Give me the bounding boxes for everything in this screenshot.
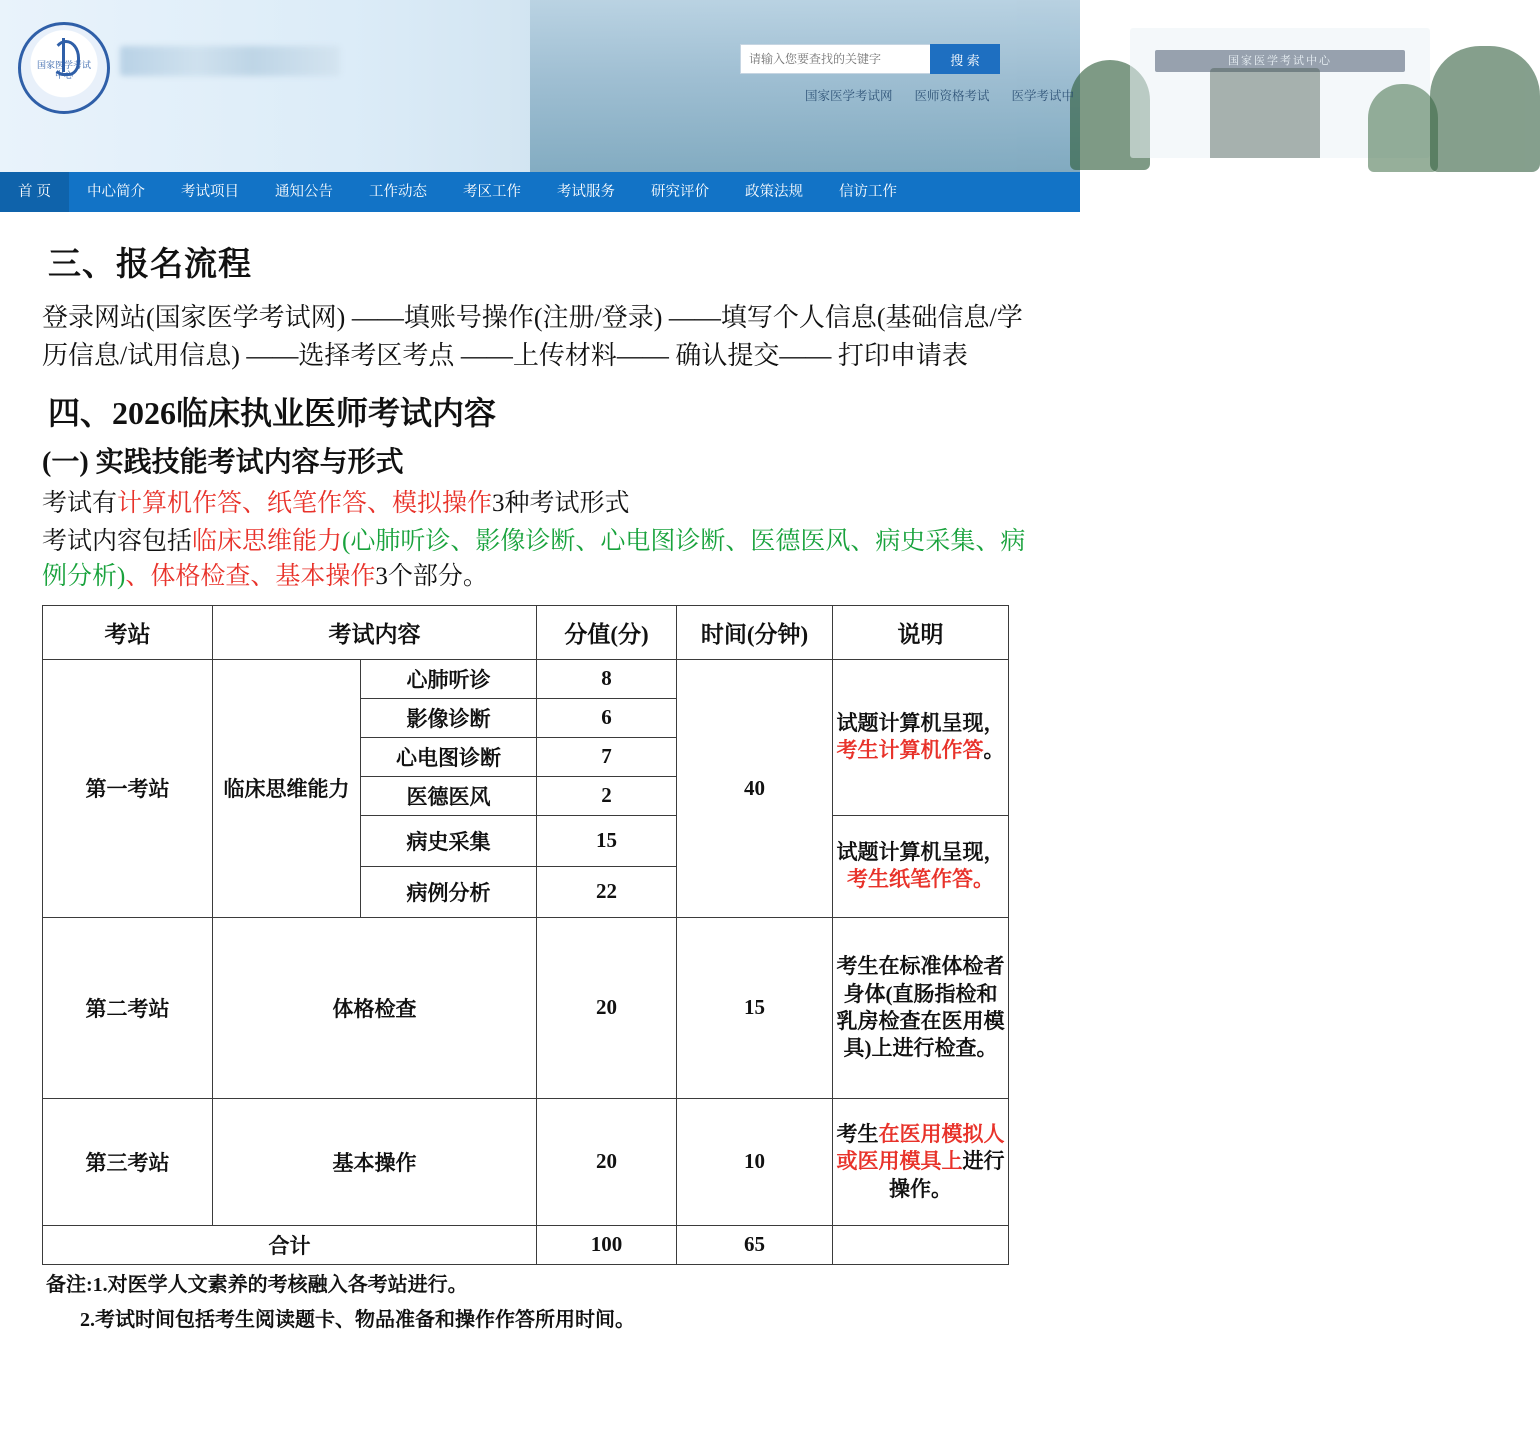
exam-content-highlight-1: 临床思维能力 <box>192 527 343 555</box>
nav-item-exam-service[interactable]: 考试服务 <box>557 184 616 200</box>
nav-item-exam-projects[interactable]: 考试项目 <box>181 184 240 200</box>
exam-forms-suffix: 3种考试形式 <box>492 490 630 518</box>
desc-highlight: 考生计算机作答 <box>836 738 984 763</box>
main-navigation <box>0 172 1080 212</box>
header-score: 分值(分) <box>537 605 677 659</box>
header-link[interactable]: 医学考试中 <box>1011 89 1074 103</box>
desc-text: 试题计算机呈现， <box>836 711 1005 736</box>
station3-name: 第三考站 <box>43 1098 213 1225</box>
station1-item-score: 22 <box>537 866 677 917</box>
table-note-2 <box>46 1306 1048 1335</box>
station1-item-score: 15 <box>537 815 677 866</box>
exam-forms-prefix: 考试有 <box>42 490 118 518</box>
station1-item-name: 心电图诊断 <box>361 737 537 776</box>
station1-content: 临床思维能力 <box>213 659 361 917</box>
exam-content-highlight-green: (心肺听诊、影像诊断、心电图诊断、医德医风、病史采集、病例分析) <box>42 527 1026 591</box>
note-text: 2.考试时间包括考生阅读题卡、物品准备和操作作答所用时间。 <box>80 1308 635 1331</box>
section-heading-registration-process: 三、报名流程 <box>48 247 252 283</box>
national-medical-exam-center-logo <box>18 22 110 114</box>
station3-time: 10 <box>677 1098 833 1225</box>
exam-structure-table <box>42 605 1009 1265</box>
station1-item-name: 影像诊断 <box>361 698 537 737</box>
header-link[interactable]: 医师资格考试 <box>914 89 990 103</box>
exam-forms-highlight: 计算机作答、纸笔作答、模拟操作 <box>117 490 493 518</box>
header-description: 说明 <box>833 605 1009 659</box>
nav-item-intro[interactable]: 中心简介 <box>87 184 146 200</box>
station1-item-score: 2 <box>537 776 677 815</box>
header-links <box>805 86 1074 104</box>
search-button[interactable]: 搜 索 <box>930 44 1000 74</box>
station3-desc <box>833 1098 1009 1225</box>
organization-name-blurred <box>120 46 340 76</box>
desc-text: 考生 <box>836 1121 879 1146</box>
exam-content-line <box>42 524 1048 595</box>
nav-item-announcements[interactable]: 通知公告 <box>275 184 334 200</box>
station1-item-score: 8 <box>537 659 677 698</box>
station3-score: 20 <box>537 1098 677 1225</box>
website-banner <box>0 0 1332 212</box>
document-body <box>0 212 1080 1335</box>
station3-content: 基本操作 <box>213 1098 537 1225</box>
station2-content: 体格检查 <box>213 917 537 1098</box>
table-row <box>43 1098 1009 1225</box>
nav-item-policy[interactable]: 政策法规 <box>745 184 804 200</box>
desc-tail: 进行操作。 <box>889 1149 1005 1201</box>
station1-item-score: 7 <box>537 737 677 776</box>
tree-decoration <box>1368 84 1438 172</box>
station1-item-name: 病例分析 <box>361 866 537 917</box>
station1-desc-computer <box>833 659 1009 815</box>
station1-item-score: 6 <box>537 698 677 737</box>
table-total-row <box>43 1225 1009 1264</box>
station1-item-name: 医德医风 <box>361 776 537 815</box>
station1-time: 40 <box>677 659 833 917</box>
nav-item-home[interactable]: 首 页 <box>0 172 69 212</box>
exam-content-suffix: 3个部分。 <box>375 563 488 591</box>
exam-forms-line <box>42 486 1048 522</box>
station2-time: 15 <box>677 917 833 1098</box>
nav-item-exam-district[interactable]: 考区工作 <box>463 184 522 200</box>
tree-decoration <box>1430 46 1540 172</box>
total-score: 100 <box>537 1225 677 1264</box>
header-station: 考站 <box>43 605 213 659</box>
header-content: 考试内容 <box>213 605 537 659</box>
subsection-heading-practical-skills: (一) 实践技能考试内容与形式 <box>42 447 404 479</box>
station1-desc-paper <box>833 815 1009 917</box>
building-sign-text: 国家医学考试中心 <box>1228 55 1332 67</box>
table-note-1: 备注:1.对医学人文素养的考核融入各考站进行。 <box>46 1273 468 1296</box>
station1-item-name: 病史采集 <box>361 815 537 866</box>
station1-item-name: 心肺听诊 <box>361 659 537 698</box>
total-time: 65 <box>677 1225 833 1264</box>
table-row <box>43 917 1009 1098</box>
station1-name: 第一考站 <box>43 659 213 917</box>
total-desc-empty <box>833 1225 1009 1264</box>
logo-caption: 国家医学考试中心 <box>36 60 91 81</box>
building-entrance <box>1210 68 1320 158</box>
table-header-row <box>43 605 1009 659</box>
section-heading-exam-content: 四、2026临床执业医师考试内容 <box>48 395 497 432</box>
desc-highlight: 在医用模拟人或医用模具上 <box>836 1121 1005 1174</box>
exam-content-highlight-2: 、体格检查、基本操作 <box>125 563 376 591</box>
header-link[interactable]: 国家医学考试网 <box>804 89 893 103</box>
header-time: 时间(分钟) <box>677 605 833 659</box>
station2-desc: 考生在标准体检者身体(直肠指检和乳房检查在医用模具)上进行检查。 <box>833 917 1009 1098</box>
table-row <box>43 659 1009 698</box>
nav-item-petition[interactable]: 信访工作 <box>839 184 898 200</box>
nav-item-work-news[interactable]: 工作动态 <box>369 184 428 200</box>
exam-content-prefix: 考试内容包括 <box>42 527 193 555</box>
search-input[interactable] <box>741 45 947 73</box>
station2-name: 第二考站 <box>43 917 213 1098</box>
nav-item-research[interactable]: 研究评价 <box>651 184 710 200</box>
desc-text: 试题计算机呈现， <box>836 840 1005 865</box>
desc-highlight: 考生纸笔作答 <box>847 867 973 892</box>
registration-flow-text: 登录网站(国家医学考试网) ——填账号操作(注册/登录) ——填写个人信息(基础信息/学历信息/试用信息) ——选择考区考点 ——上传材料—— 确认提交—— 打印申请表 <box>42 303 1023 370</box>
desc-tail: 。 <box>983 738 1005 763</box>
station2-score: 20 <box>537 917 677 1098</box>
total-label: 合计 <box>43 1225 537 1264</box>
desc-tail: 。 <box>973 867 994 892</box>
